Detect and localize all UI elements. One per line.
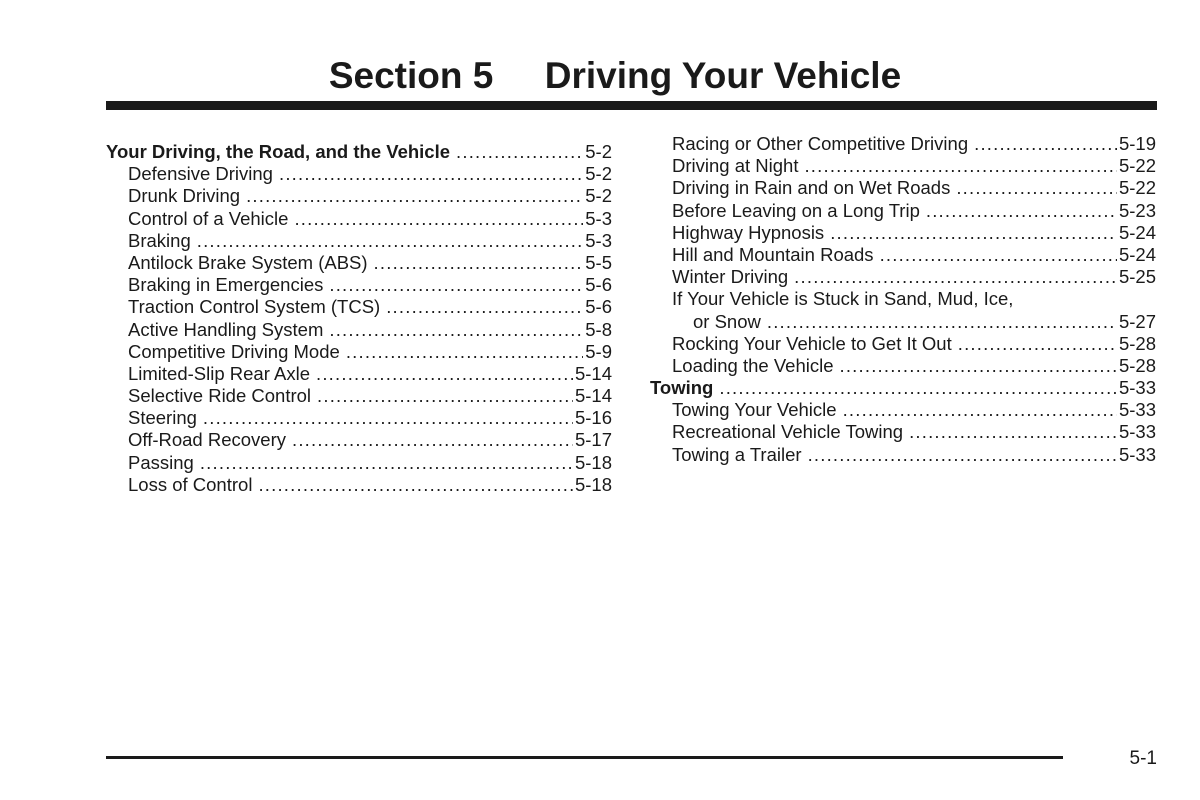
toc-dot-leader (808, 444, 1117, 466)
toc-entry-competitive-driving-mode[interactable] (106, 341, 612, 363)
toc-dot-leader (909, 421, 1117, 443)
toc-entry-towing-a-trailer[interactable] (650, 444, 1156, 466)
toc-entry-page: 5-33 (1118, 443, 1156, 465)
toc-entry-rocking-your-vehicle-to-get-it-out[interactable] (650, 333, 1156, 355)
toc-entry-recreational-vehicle-towing[interactable] (650, 421, 1156, 443)
toc-entry-page: 5-14 (574, 362, 612, 384)
toc-entry-driving-at-night[interactable] (650, 155, 1156, 177)
toc-entry-label: Hill and Mountain Roads (672, 243, 874, 265)
toc-entry-drunk-driving[interactable] (106, 185, 612, 207)
toc-entry-your-driving-the-road-and-the-vehicle[interactable] (106, 141, 612, 163)
toc-entry-page: 5-14 (574, 385, 612, 407)
toc-left-column (106, 141, 612, 496)
toc-entry-loss-of-control[interactable] (106, 474, 612, 496)
toc-entry-page: 5-28 (1118, 354, 1156, 376)
toc-entry-label: Passing (128, 451, 194, 473)
toc-dot-leader (767, 311, 1117, 333)
toc-entry-label: Control of a Vehicle (128, 207, 289, 229)
toc-dot-leader (804, 155, 1117, 177)
toc-dot-leader (279, 163, 583, 185)
toc-entry-label: Selective Ride Control (128, 385, 312, 407)
toc-entry-winter-driving[interactable] (650, 266, 1156, 288)
toc-entry-towing-your-vehicle[interactable] (650, 399, 1156, 421)
toc-entry-or-snow[interactable] (650, 311, 1156, 333)
toc-entry-steering[interactable] (106, 407, 612, 429)
toc-entry-highway-hypnosis[interactable] (650, 222, 1156, 244)
toc-entry-page: 5-27 (1118, 310, 1156, 332)
toc-dot-leader (317, 385, 573, 407)
toc-entry-page: 5-16 (574, 407, 612, 429)
toc-entry-label: Winter Driving (672, 266, 789, 288)
toc-entry-label: Drunk Driving (128, 185, 241, 207)
toc-entry-selective-ride-control[interactable] (106, 385, 612, 407)
toc-entry-antilock-brake-system-abs[interactable] (106, 252, 612, 274)
toc-entry-label: Limited-Slip Rear Axle (128, 362, 310, 384)
toc-entry-page: 5-24 (1118, 221, 1156, 243)
page-number: 5-1 (1129, 748, 1157, 769)
toc-entry-page: 5-33 (1118, 421, 1156, 443)
toc-entry-limited-slip-rear-axle[interactable] (106, 363, 612, 385)
toc-dot-leader (246, 185, 583, 207)
toc-entry-label: Defensive Driving (128, 163, 273, 185)
toc-entry-page: 5-18 (574, 451, 612, 473)
toc-entry-page: 5-28 (1118, 332, 1156, 354)
toc-dot-leader (329, 274, 583, 296)
toc-dot-leader (292, 429, 573, 451)
toc-entry-label: Towing Your Vehicle (672, 399, 837, 421)
toc-entry-label: Racing or Other Competitive Driving (672, 133, 969, 154)
toc-entry-page: 5-17 (574, 429, 612, 451)
toc-entry-page: 5-24 (1118, 243, 1156, 265)
toc-entry-page: 5-2 (585, 163, 612, 185)
toc-entry-page: 5-2 (585, 185, 612, 207)
toc-entry-page: 5-22 (1118, 155, 1156, 177)
toc-dot-leader (843, 399, 1117, 421)
toc-entry-label: Rocking Your Vehicle to Get It Out (672, 332, 952, 354)
toc-entry-page: 5-3 (585, 229, 612, 251)
toc-dot-leader (329, 319, 583, 341)
toc-entry-page: 5-23 (1118, 199, 1156, 221)
toc-entry-if-your-vehicle-is-stuck-in-sand-mud-ice[interactable] (650, 288, 1156, 310)
toc-dot-leader (956, 177, 1117, 199)
toc-entry-off-road-recovery[interactable] (106, 429, 612, 451)
toc-entry-defensive-driving[interactable] (106, 163, 612, 185)
toc-entry-braking-in-emergencies[interactable] (106, 274, 612, 296)
toc-entry-page: 5-6 (585, 296, 612, 318)
toc-entry-page: 5-25 (1118, 266, 1156, 288)
toc-entry-label: Highway Hypnosis (672, 221, 825, 243)
toc-entry-label: Braking (128, 229, 191, 251)
toc-entry-racing-or-other-competitive-driving[interactable] (650, 133, 1156, 155)
toc-entry-hill-and-mountain-roads[interactable] (650, 244, 1156, 266)
toc-entry-active-handling-system[interactable] (106, 319, 612, 341)
toc-entry-page: 5-18 (574, 473, 612, 495)
toc-entry-label: Driving in Rain and on Wet Roads (672, 177, 951, 199)
toc-dot-leader (316, 363, 573, 385)
toc-entry-label: Loss of Control (128, 473, 253, 495)
toc-entry-label: Towing a Trailer (672, 443, 802, 465)
toc-entry-label: Braking in Emergencies (128, 274, 324, 296)
toc-dot-leader (203, 407, 573, 429)
toc-dot-leader (926, 200, 1117, 222)
toc-entry-label: Antilock Brake System (ABS) (128, 251, 368, 273)
toc-dot-leader (974, 133, 1117, 155)
title-rule (106, 101, 1157, 110)
toc-entry-page: 5-9 (585, 340, 612, 362)
toc-dot-leader (719, 377, 1117, 399)
toc-entry-label: Off-Road Recovery (128, 429, 286, 451)
toc-entry-label: Recreational Vehicle Towing (672, 421, 904, 443)
toc-entry-label: Driving at Night (672, 155, 799, 177)
toc-dot-leader (197, 230, 584, 252)
toc-entry-label: Active Handling System (128, 318, 324, 340)
footer-rule (106, 756, 1063, 759)
toc-dot-leader (294, 208, 583, 230)
toc-entry-page: 5-8 (585, 318, 612, 340)
toc-entry-label: or Snow (693, 310, 761, 332)
toc-entry-label: If Your Vehicle is Stuck in Sand, Mud, Ice, (672, 288, 1014, 310)
toc-entry-towing[interactable] (650, 377, 1156, 399)
toc-dot-leader (346, 341, 583, 363)
toc-entry-page: 5-2 (585, 141, 612, 162)
toc-entry-label: Steering (128, 407, 197, 429)
toc-entry-loading-the-vehicle[interactable] (650, 355, 1156, 377)
toc-entry-page: 5-22 (1118, 177, 1156, 199)
toc-entry-page: 5-33 (1118, 377, 1156, 399)
toc-entry-label: Competitive Driving Mode (128, 340, 340, 362)
toc-entry-passing[interactable] (106, 452, 612, 474)
toc-entry-page: 5-33 (1118, 399, 1156, 421)
toc-dot-leader (840, 355, 1117, 377)
toc-entry-traction-control-system-tcs[interactable] (106, 296, 612, 318)
toc-entry-label: Towing (650, 377, 714, 399)
toc-entry-braking[interactable] (106, 230, 612, 252)
toc-entry-page: 5-3 (585, 207, 612, 229)
toc-entry-label: Your Driving, the Road, and the Vehicle (106, 141, 451, 162)
toc-entry-before-leaving-on-a-long-trip[interactable] (650, 200, 1156, 222)
toc-right-column (650, 133, 1156, 466)
page-title: Section 5 Driving Your Vehicle (328, 55, 902, 96)
toc-entry-label: Traction Control System (TCS) (128, 296, 381, 318)
toc-entry-control-of-a-vehicle[interactable] (106, 208, 612, 230)
toc-dot-leader (386, 296, 583, 318)
toc-dot-leader (794, 266, 1117, 288)
toc-dot-leader (200, 452, 573, 474)
toc-entry-page: 5-6 (585, 274, 612, 296)
toc-dot-leader (374, 252, 584, 274)
toc-dot-leader (880, 244, 1117, 266)
toc-entry-label: Before Leaving on a Long Trip (672, 199, 920, 221)
toc-entry-label: Loading the Vehicle (672, 354, 834, 376)
toc-entry-page: 5-19 (1118, 133, 1156, 154)
toc-dot-leader (830, 222, 1117, 244)
toc-dot-leader (456, 141, 583, 163)
toc-entry-page: 5-5 (585, 251, 612, 273)
toc-entry-driving-in-rain-and-on-wet-roads[interactable] (650, 177, 1156, 199)
toc-dot-leader (958, 333, 1117, 355)
toc-dot-leader (258, 474, 573, 496)
